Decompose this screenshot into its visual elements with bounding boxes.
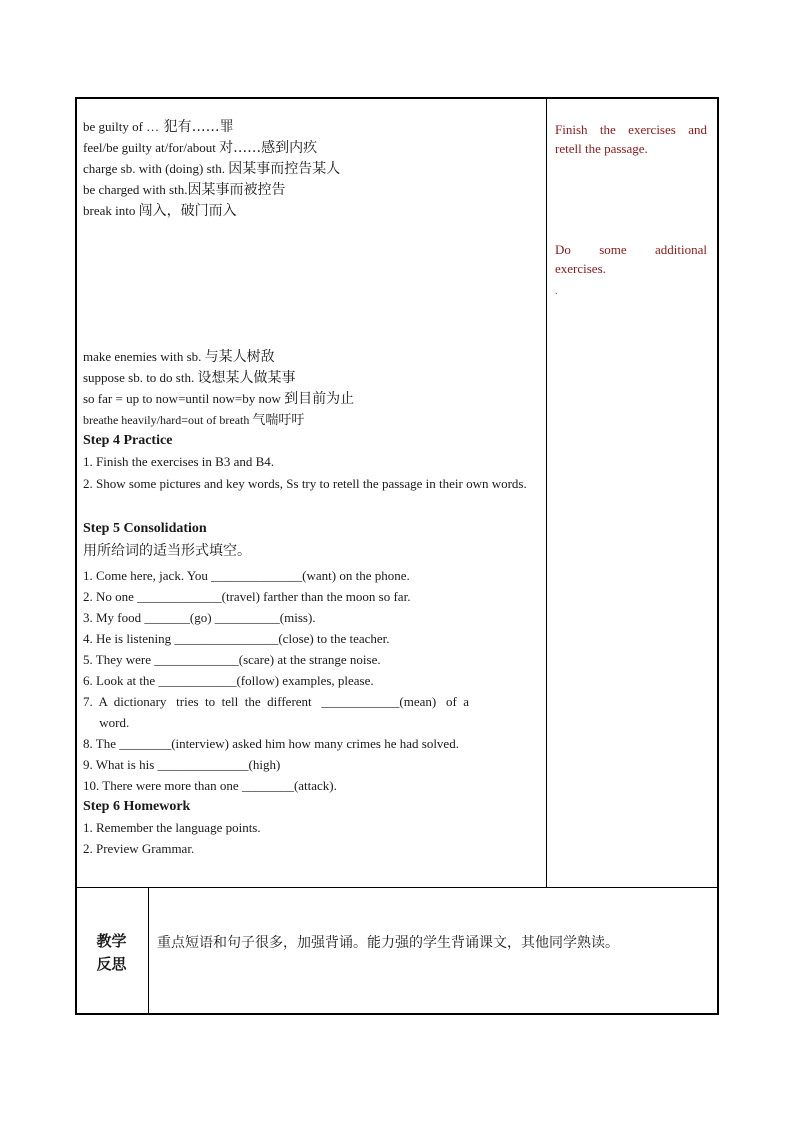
vocab-line xyxy=(83,181,285,199)
stray-dot: . xyxy=(555,286,558,297)
exercise-item: word. xyxy=(83,715,130,730)
vocab-en: break into xyxy=(83,203,139,218)
vocab-cn: 设想某人做某事 xyxy=(197,370,296,386)
vocab-en: breathe heavily/hard=out of breath xyxy=(83,413,253,427)
vocab-cn: 因某事而控告某人 xyxy=(228,161,341,177)
vocab-cn: 对……感到内疚 xyxy=(219,140,318,156)
exercise-item: 1. Come here, jack. You ______________(want) on the phone. xyxy=(83,568,410,583)
vocab-en: so far = up to now=until now=by now xyxy=(83,391,285,406)
step6-item: 2. Preview Grammar. xyxy=(83,841,195,856)
exercise-item: 4. He is listening ________________(close) to the teacher. xyxy=(83,631,390,646)
vocab-line xyxy=(83,139,317,157)
exercise-item: 8. The ________(interview) asked him how many crimes he had solved. xyxy=(83,736,459,751)
reflection-text: 重点短语和句子很多，加强背诵。能力强的学生背诵课文，其他同学熟读。 xyxy=(157,935,619,951)
exercise-item: 7. A dictionary tries to tell the different ____________(mean) of a xyxy=(83,694,470,709)
vocab-cn: 与某人树敌 xyxy=(204,349,275,365)
step5-instruction: 用所给词的适当形式填空。 xyxy=(83,543,251,559)
vocab-cn: 因某事而被控告 xyxy=(187,182,286,198)
vocab-en: charge sb. with (doing) sth. xyxy=(83,161,229,176)
vocab-line xyxy=(83,411,304,430)
vocab-line xyxy=(83,369,295,387)
exercise-item: 3. My food _______(go) __________(miss). xyxy=(83,610,316,625)
reflection-label-line: 教学 xyxy=(96,932,127,950)
step4-item: 2. Show some pictures and key words, Ss try to retell the passage in their own words. xyxy=(83,476,527,491)
step4-item: 1. Finish the exercises in B3 and B4. xyxy=(83,454,275,469)
exercise-item: 10. There were more than one ________(attack). xyxy=(83,778,337,793)
reflection-divider xyxy=(148,887,149,1015)
vocab-line xyxy=(83,118,234,136)
vocab-en: be guilty of … xyxy=(83,119,160,134)
step6-item: 1. Remember the language points. xyxy=(83,820,261,835)
vocab-cn: 气喘吁吁 xyxy=(252,413,305,428)
vocab-line xyxy=(83,202,237,220)
exercise-item: 5. They were _____________(scare) at the strange noise. xyxy=(83,652,381,667)
vocab-cn: 犯有……罪 xyxy=(159,119,234,135)
step6-heading: Step 6 Homework xyxy=(83,799,191,814)
right-note-finish: Finish the exercises and retell the passage. xyxy=(555,122,707,156)
exercise-item: 2. No one _____________(travel) farther than the moon so far. xyxy=(83,589,411,604)
vocab-line xyxy=(83,348,275,366)
vocab-en: make enemies with sb. xyxy=(83,349,205,364)
step4-heading: Step 4 Practice xyxy=(83,433,173,448)
vocab-en: be charged with sth. xyxy=(83,182,188,197)
reflection-label xyxy=(75,930,148,976)
vocab-en: feel/be guilty at/for/about xyxy=(83,140,220,155)
exercise-item: 9. What is his ______________(high) xyxy=(83,757,281,772)
vocab-cn: 到目前为止 xyxy=(284,391,355,407)
reflection-label-line: 反思 xyxy=(96,955,127,973)
vocab-en: suppose sb. to do sth. xyxy=(83,370,198,385)
right-note-additional: Do some additional exercises. xyxy=(555,242,707,276)
step5-heading: Step 5 Consolidation xyxy=(83,521,207,536)
vocab-line xyxy=(83,160,340,178)
column-divider xyxy=(546,97,547,888)
vocab-cn: 闯入，破门而入 xyxy=(138,203,237,219)
exercise-item: 6. Look at the ____________(follow) examples, please. xyxy=(83,673,374,688)
row-divider xyxy=(75,887,719,888)
vocab-line xyxy=(83,390,354,408)
